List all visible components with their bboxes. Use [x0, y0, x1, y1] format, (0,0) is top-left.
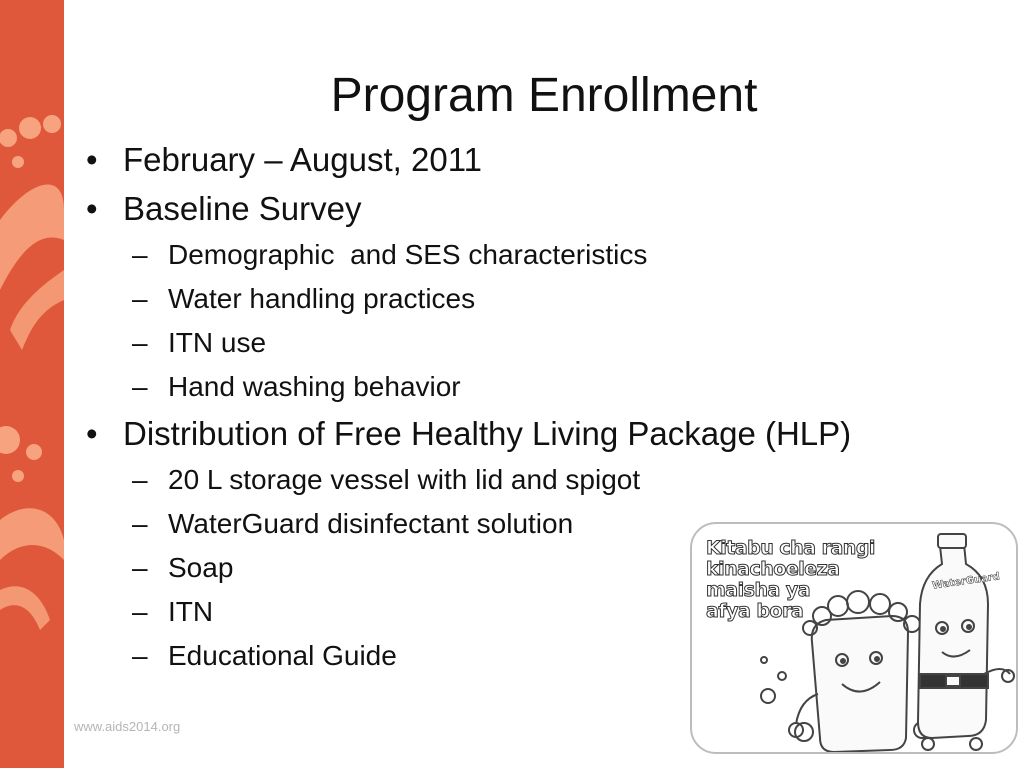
slide-title: Program Enrollment	[330, 69, 758, 122]
footer-url: www.aids2014.org	[74, 719, 181, 734]
list-item	[84, 414, 984, 454]
list-item-text: Educational Guide	[168, 640, 397, 671]
sub-list-item	[84, 281, 984, 317]
sub-list-item	[84, 369, 984, 405]
bottle-label: WaterGuard	[931, 571, 1001, 592]
list-item-text: ITN	[168, 596, 214, 627]
dash-marker: –	[132, 239, 148, 270]
sub-list-item	[84, 325, 984, 361]
caption-line: Kitabu cha rangi	[706, 537, 875, 559]
dash-marker: –	[132, 508, 148, 539]
list-item-text: Distribution of Free Healthy Living Package (HLP)	[123, 415, 852, 452]
coloring-book-illustration	[690, 522, 1018, 754]
bullet-marker: •	[86, 141, 98, 178]
list-item-text: Soap	[168, 552, 234, 583]
dash-marker: –	[132, 552, 148, 583]
dash-marker: –	[132, 464, 148, 495]
list-item-text: ITN use	[168, 327, 267, 358]
dash-marker: –	[132, 283, 148, 314]
list-item-text: 20 L storage vessel with lid and spigot	[168, 464, 641, 495]
caption-line: afya bora	[706, 600, 804, 622]
dash-marker: –	[132, 327, 148, 358]
bullet-marker: •	[86, 190, 98, 227]
dash-marker: –	[132, 371, 148, 402]
footprint-motif-icon	[0, 0, 64, 768]
caption-line: kinachoeleza	[706, 558, 840, 580]
sub-list-item	[84, 462, 984, 498]
list-item-text: WaterGuard disinfectant solution	[168, 508, 574, 539]
list-item-text: Hand washing behavior	[168, 371, 461, 402]
caption-line: maisha ya	[706, 579, 811, 601]
sub-list-item	[84, 237, 984, 273]
dash-marker: –	[132, 640, 148, 671]
list-item-text: Demographic and SES characteristics	[168, 239, 648, 270]
list-item-text: February – August, 2011	[123, 141, 482, 178]
list-item	[84, 140, 984, 180]
dash-marker: –	[132, 596, 148, 627]
illustration-caption	[706, 538, 875, 622]
decorative-side-band	[0, 0, 64, 768]
list-item-text: Baseline Survey	[123, 190, 362, 227]
bullet-marker: •	[86, 415, 98, 452]
list-item	[84, 189, 984, 229]
list-item-text: Water handling practices	[168, 283, 476, 314]
